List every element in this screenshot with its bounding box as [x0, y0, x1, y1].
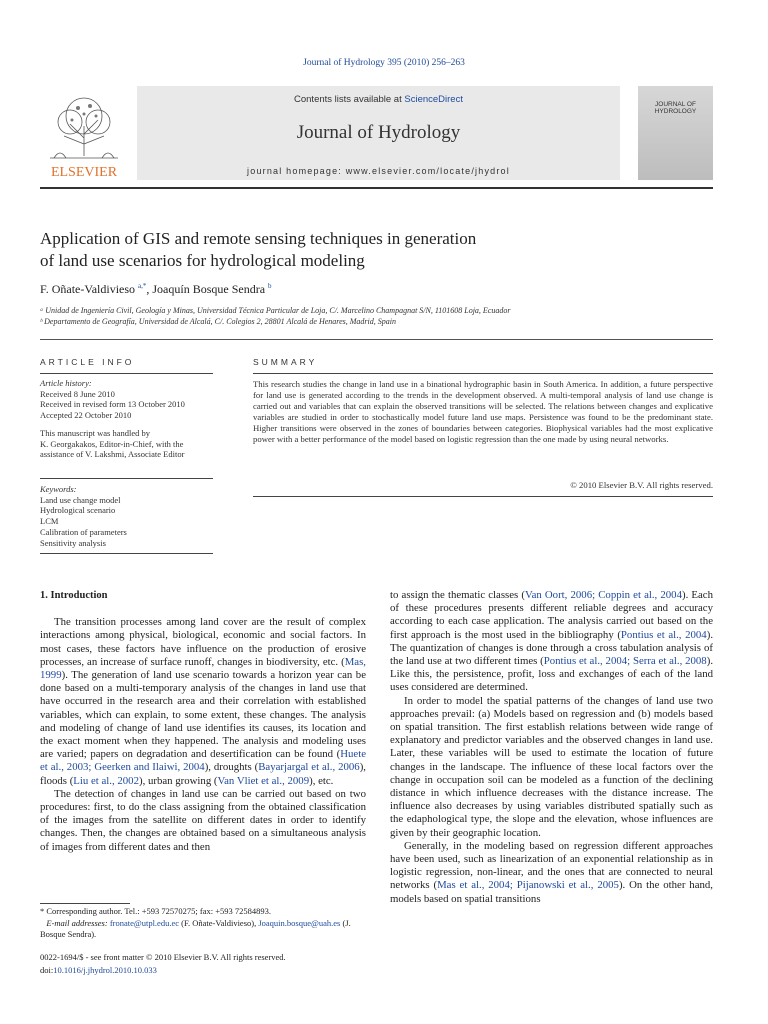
journal-homepage[interactable]: journal homepage: www.elsevier.com/locate/jhydrol — [247, 166, 510, 176]
citation-link[interactable]: Mas et al., 2004; Pijanowski et al., 2005 — [437, 879, 619, 892]
author-2: Joaquín Bosque Sendra — [152, 282, 266, 296]
header-rule — [40, 187, 713, 189]
accepted-date: Accepted 22 October 2010 — [40, 410, 132, 421]
paragraph: to assign the thematic classes (Van Oort, 2006; Coppin et al., 2004). Each of these procedures presents different reliable degrees and accuracy according to each case application. The analysis carried out based on the first approach is the most used in the bibliography (Pontius et al., 2004). The quantization of changes is done through a cross tabulation analysis of the land use at two different times (Pontius et al., 2004; Serra et al., 2008). Like this, the persistence, profit, loss and exchanges of each of the land uses considered are determined. — [390, 589, 714, 694]
received-date: Received 8 June 2010 — [40, 388, 115, 399]
issn-line: 0022-1694/$ - see front matter © 2010 Elsevier B.V. All rights reserved. — [40, 952, 286, 962]
article-title — [40, 228, 640, 272]
affiliation-b: ᵇ Departamento de Geografía, Universidad de Alcalá, C/. Colegios 2, 28801 Alcalá de Henares, Madrid, Spain — [40, 317, 396, 326]
handled-line-1: This manuscript was handled by — [40, 427, 151, 438]
summary-copyright: © 2010 Elsevier B.V. All rights reserved. — [570, 480, 713, 490]
handled-line-3: assistance of V. Lakshmi, Associate Editor — [40, 449, 185, 460]
title-line-1: Application of GIS and remote sensing techniques in generation — [40, 229, 477, 248]
paragraph: In order to model the spatial patterns of the changes of land use two approaches prevail: (a) Models based on regression and (b) models based on spatial transition. The first establish relations between wide range of explanatory and predictor variables and the observed changes in land use. Later, these variables will be used to estimate the location of future changes in the landscape. The influence of these local factors over the change in occupation soil can be modeled as a function of the declining distance in which influence decreases with the distance increase. The influence also decreases by using variables distributed spatially such as the edaphological type, the slope and the elevation, whose influences are given by their geographic location. — [390, 694, 713, 839]
citation-link[interactable]: Huete et al., 2003; Geerken and Ilaiwi, 2004 — [40, 748, 366, 774]
email-link[interactable]: fronate@utpl.edu.ec — [109, 917, 179, 928]
citation-link[interactable]: Mas, 1999 — [40, 655, 366, 682]
citation-link[interactable]: Pontius et al., 2004; Serra et al., 2008 — [543, 655, 707, 668]
cover-title: JOURNAL OF HYDROLOGY — [654, 101, 697, 115]
sciencedirect-link[interactable]: ScienceDirect — [404, 94, 463, 105]
article-history — [40, 378, 215, 460]
citation-link[interactable]: Van Oort, 2006; Coppin et al., 2004 — [524, 589, 682, 601]
doi-line: doi:10.1016/j.jhydrol.2010.10.033 — [40, 964, 157, 975]
summary-rule — [253, 373, 713, 374]
article-info-end-rule — [40, 553, 213, 554]
summary-end-rule — [253, 496, 713, 497]
left-column — [40, 589, 366, 854]
title-line-2: of land use scenarios for hydrological modeling — [40, 251, 365, 270]
citation-link[interactable]: Van Vliet et al., 2009 — [217, 774, 310, 787]
keyword: Calibration of parameters — [40, 526, 127, 537]
keyword: Land use change model — [40, 494, 121, 505]
author-2-affil[interactable]: b — [268, 282, 272, 290]
elsevier-logo — [40, 86, 128, 180]
contents-line — [137, 94, 620, 105]
author-1: F. Oñate-Valdivieso — [40, 282, 136, 296]
section-heading-introduction: 1. Introduction — [40, 590, 108, 601]
doi-link[interactable]: 10.1016/j.jhydrol.2010.10.033 — [53, 964, 157, 975]
history-label: Article history: — [40, 378, 92, 388]
keyword: Sensitivity analysis — [40, 537, 106, 548]
email-link[interactable]: Joaquin.bosque@uah.es — [258, 917, 341, 928]
affiliations — [40, 305, 510, 327]
summary-text: This research studies the change in land use in a binational hydrographic basin in South America. In addition, a future perspective for land use is generated according to the trends in the development observed. A multi-temporal analysis of land use change is carried out and variables that can explain the observed transitions will be selected. The relations between changes and explicative variables are studied in order to stochastically model future land use maps. Persistence was found to be the predominant state. Higher transitions were observed in the zones of boundaries between categories. Biophysical variables had the most explicative power with a better performance of the model based on logistic regression than the one made by using neural networks. — [253, 379, 713, 444]
revised-date: Received in revised form 13 October 2010 — [40, 399, 185, 410]
footnotes — [40, 906, 366, 941]
journal-title: Journal of Hydrology — [296, 122, 461, 143]
citation-link[interactable]: Liu et al., 2002 — [73, 774, 139, 787]
elsevier-tree-icon — [40, 86, 128, 180]
publication-meta — [40, 951, 366, 976]
author-list — [40, 282, 272, 297]
footnote-rule — [40, 903, 130, 904]
corresponding-author-note: * Corresponding author. Tel.: +593 72570275; fax: +593 72584893. — [40, 906, 271, 916]
author-1-affil[interactable]: a,* — [138, 282, 147, 290]
paragraph: Generally, in the modeling based on regression different approaches have been used, such as linearization of an exponential relationship as in logistic regression, non-linear, and the ones that are connected to neural networks (Mas et al., 2004; Pijanowski et al., 2005). On the other hand, models based on spatial transitions — [390, 839, 713, 905]
section-rule — [40, 339, 713, 340]
handled-line-2: K. Georgakakos, Editor-in-Chief, with the — [40, 438, 184, 449]
right-column — [390, 589, 713, 906]
keywords-label: Keywords: — [40, 484, 77, 494]
journal-cover — [638, 86, 713, 180]
affiliation-a: ᵃ Unidad de Ingeniería Civil, Geología y Minas, Universidad Técnica Particular de Loja, C/. Marcelino Champagnat S/N, 1101608 Loja, Ecuador — [40, 306, 511, 315]
email-note: E-mail addresses: fronate@utpl.edu.ec (F. Oñate-Valdivieso), Joaquin.bosque@uah.es (J. Bosque Sendra). — [40, 917, 351, 939]
paragraph: The detection of changes in land use can be carried out based on two procedures: first, to do the class assigning from the obtained classification of the images from the satellite on different dates in order to identify changes. Then, the changes are obtained based on a simultaneous analysis of images from different dates and then — [40, 787, 366, 853]
keywords-block — [40, 484, 215, 548]
paragraph: The transition processes among land cover are the result of complex interactions among physical, biological, economic and social factors. In most cases, these factors have influence on the production of erosive processes, an increase of surface runoff, changes in biodiversity, etc. (Mas, 1999). The generation of land use scenario towards a horizon year can be done based on a multi-temporary analysis of the changes in land use that have occurred in the research area and their correlation with established variables, which can explain, to some extent, these changes. The analysis and modeling of change of land use identifies its causes, its location and the exact moment when they happened. The analysis and modeling uses are varied; papers on degradation and desertification can be found (Huete et al., 2003; Geerken and Ilaiwi, 2004), droughts (Bayarjargal et al., 2006), floods (Liu et al., 2002), urban growing (Van Vliet et al., 2009), etc. — [40, 616, 366, 787]
contents-prefix: Contents lists available at — [294, 94, 405, 105]
summary-heading: SUMMARY — [253, 357, 318, 367]
keyword: LCM — [40, 516, 59, 527]
publisher-name: ELSEVIER — [50, 165, 118, 180]
keyword: Hydrological scenario — [40, 505, 116, 516]
author-separator: , — [146, 282, 153, 296]
journal-reference[interactable]: Journal of Hydrology 395 (2010) 256–263 — [303, 58, 465, 68]
article-info-heading: ARTICLE INFO — [40, 357, 135, 367]
citation-link[interactable]: Pontius et al., 2004 — [620, 628, 707, 641]
article-info-rule — [40, 373, 213, 374]
citation-link[interactable]: Bayarjargal et al., 2006 — [258, 761, 360, 774]
keywords-rule — [40, 478, 213, 479]
